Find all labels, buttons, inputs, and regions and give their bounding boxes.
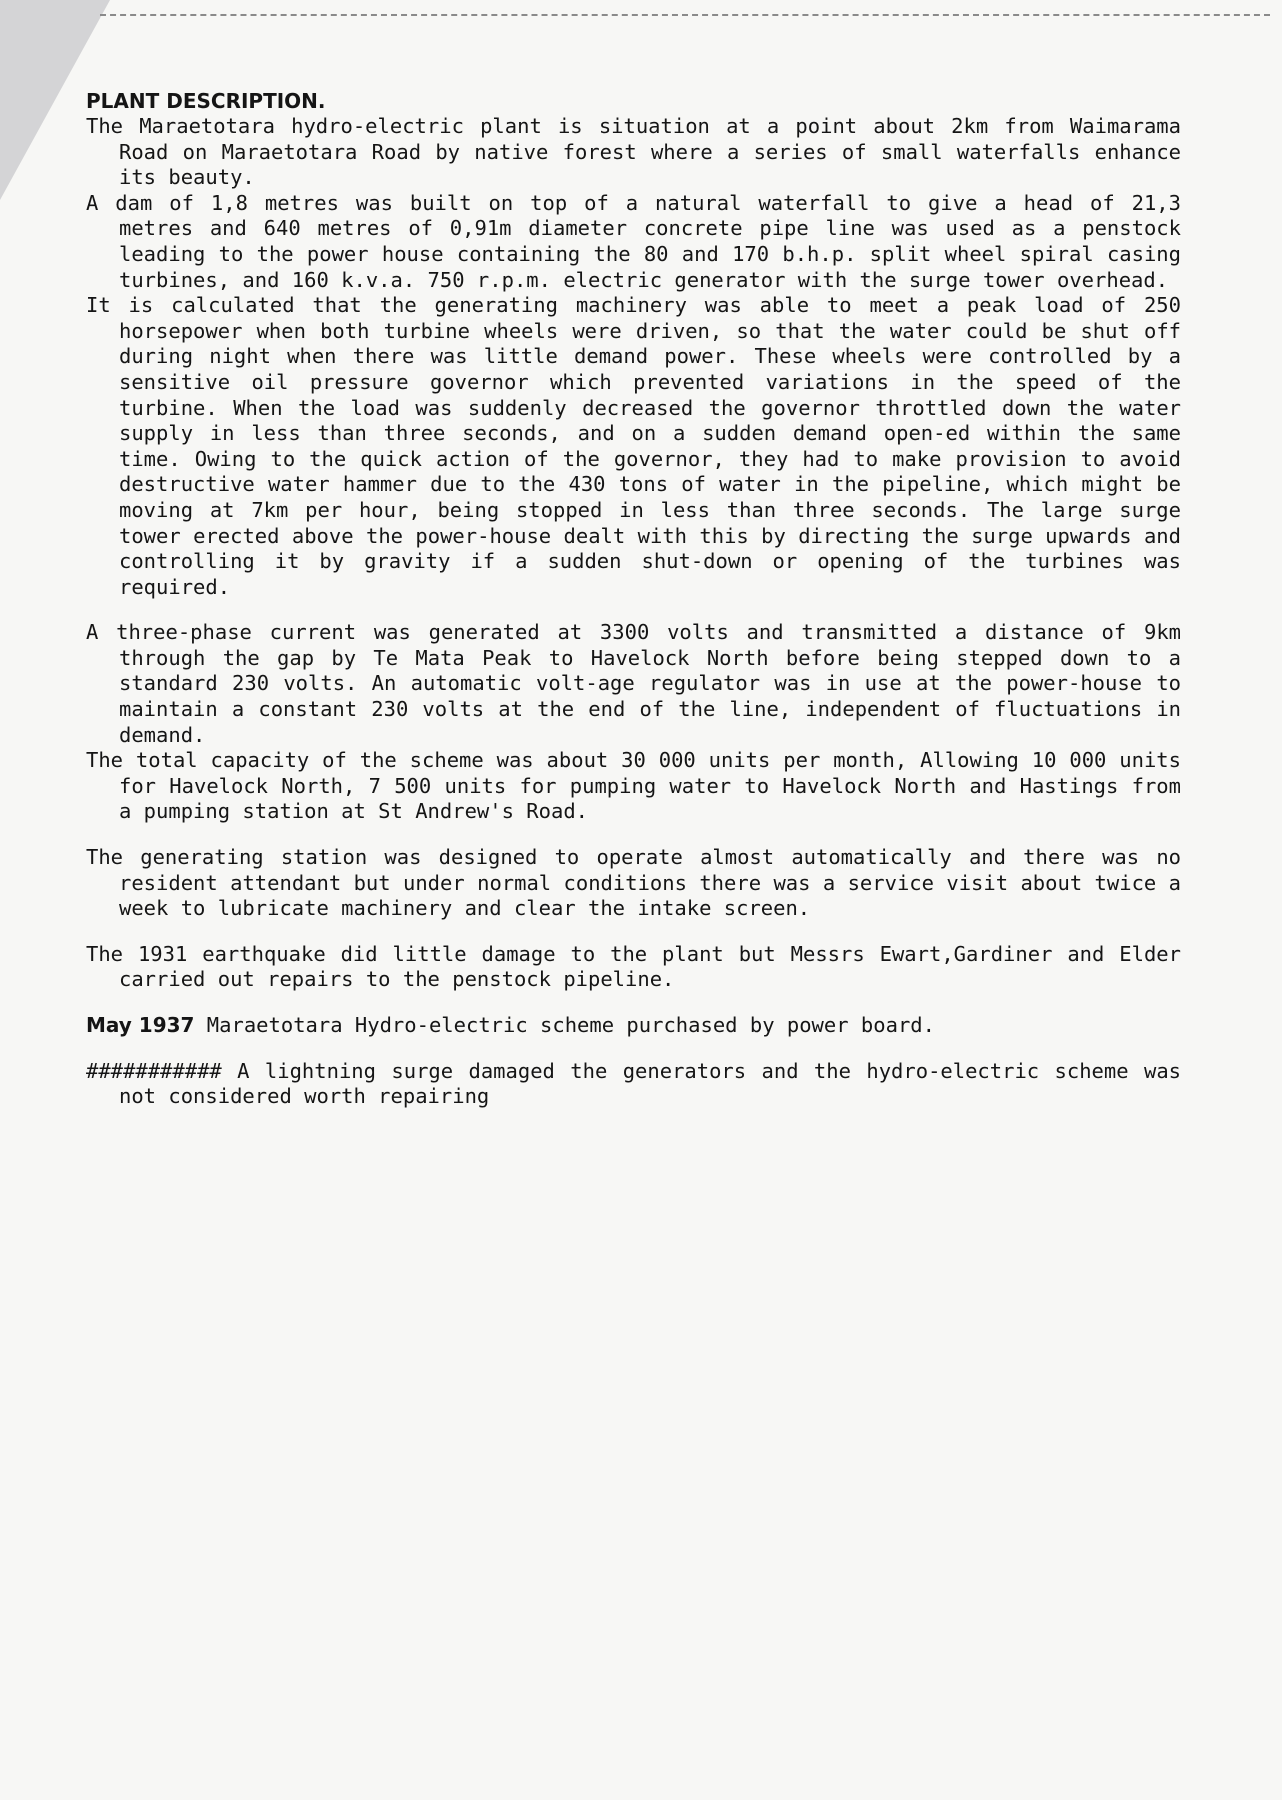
dated-entry-lightning bbox=[86, 1059, 1181, 1110]
entry-text: A lightning surge damaged the generators and the hydro-electric scheme was not considered worth repairing bbox=[119, 1058, 1182, 1109]
page-top-edge bbox=[100, 14, 1270, 16]
paragraph-gap bbox=[86, 1039, 1181, 1059]
paragraph-gap bbox=[86, 993, 1181, 1013]
paragraph-dam-and-penstock: A dam of 1,8 metres was built on top of a natural waterfall to give a head of 21,3 metres and 640 metres of 0,91m diameter concrete pipe line was used as a penstock leading to the power house containing the 80 and 170 b.h.p. split wheel spiral casing turbines, and 160 k.v.a. 750 r.p.m. electric generator with the surge tower overhead. bbox=[86, 190, 1181, 292]
paragraph-gap bbox=[86, 600, 1181, 620]
paragraph-earthquake: The 1931 earthquake did little damage to the plant but Messrs Ewart,Gardiner and Elder carried out repairs to the penstock pipeline. bbox=[86, 941, 1181, 992]
paragraph-generating-machinery: It is calculated that the generating machinery was able to meet a peak load of 250 horsepower when both turbine wheels were driven, so that the water could be shut off during night when there was little demand power. These wheels were controlled by a sensitive oil pressure governor which prevented variations in the speed of the turbine. When the load was suddenly decreased the governor throttled down the water supply in less than three seconds, and on a sudden demand open-ed within the same time. Owing to the quick action of the governor, they had to make provision to avoid destructive water hammer due to the 430 tons of water in the pipeline, which might be moving at 7km per hour, being stopped in less than three seconds. The large surge tower erected above the power-house dealt with this by directing the surge upwards and controlling it by gravity if a sudden shut-down or opening of the turbines was required. bbox=[86, 293, 1181, 599]
document-body bbox=[86, 88, 1181, 1110]
dated-entry-purchase bbox=[86, 1013, 1181, 1039]
entry-date-label: ########### bbox=[86, 1058, 222, 1083]
paragraph-plant-location: The Maraetotara hydro-electric plant is situation at a point about 2km from Waimarama Road on Maraetotara Road by native forest where a series of small waterfalls enhance its beauty. bbox=[86, 114, 1181, 190]
paragraph-gap bbox=[86, 922, 1181, 942]
entry-text: Maraetotara Hydro-electric scheme purchased by power board. bbox=[206, 1013, 935, 1037]
paragraph-station-operation: The generating station was designed to operate almost automatically and there was no resident attendant but under normal conditions there was a service visit about twice a week to lubricate machinery and clear the intake screen. bbox=[86, 845, 1181, 921]
paragraph-capacity: The total capacity of the scheme was about 30 000 units per month, Allowing 10 000 units for Havelock North, 7 500 units for pumping water to Havelock North and Hastings from a pumping station at St Andrew's Road. bbox=[86, 748, 1181, 824]
paragraph-transmission: A three-phase current was generated at 3300 volts and transmitted a distance of 9km through the gap by Te Mata Peak to Havelock North before being stepped down to a standard 230 volts. An automatic volt-age regulator was in use at the power-house to maintain a constant 230 volts at the end of the line, independent of fluctuations in demand. bbox=[86, 620, 1181, 747]
section-heading: PLANT DESCRIPTION. bbox=[86, 89, 326, 113]
paragraph-gap bbox=[86, 825, 1181, 845]
entry-date-label: May 1937 bbox=[86, 1013, 195, 1037]
